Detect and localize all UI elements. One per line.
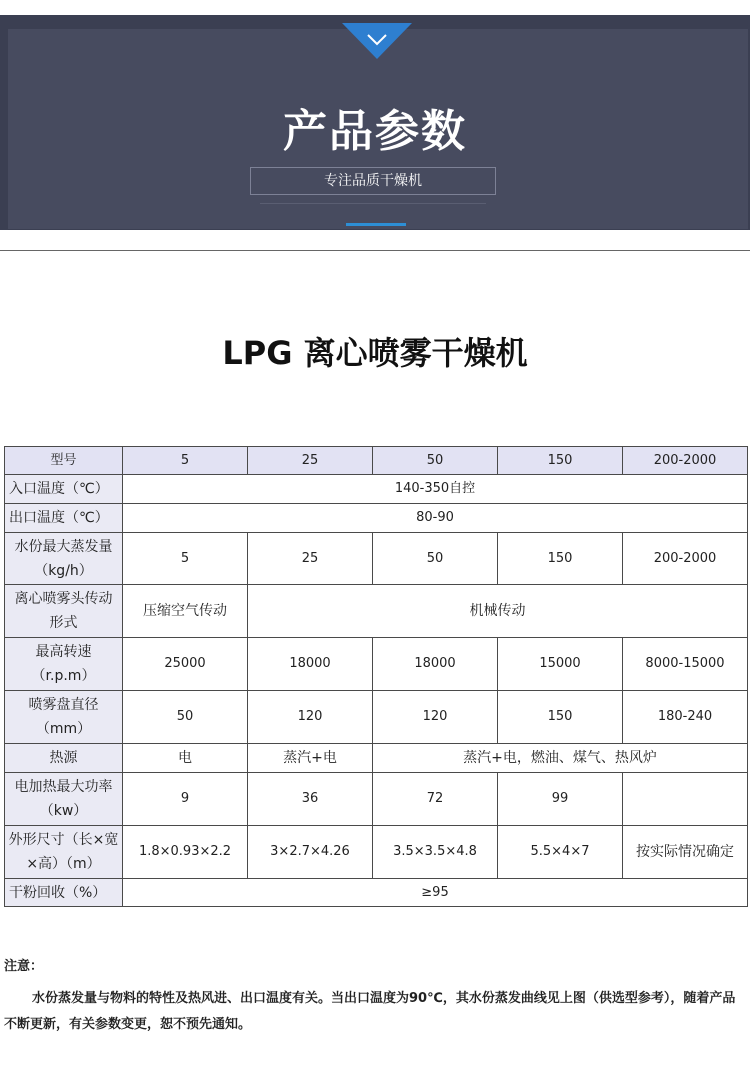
dimensions-label-line1: 外形尺寸（长×宽	[8, 832, 119, 848]
dimensions-cell: 5.5×4×7	[498, 826, 623, 879]
evaporation-cell: 25	[248, 533, 373, 585]
table-row-dimensions	[5, 826, 748, 879]
atomizer-drive-cell: 机械传动	[248, 585, 748, 638]
table-row-atomizer-drive	[5, 585, 748, 638]
model-cell: 150	[498, 447, 623, 475]
evaporation-label-line1: 水份最大蒸发量	[14, 538, 113, 555]
banner	[0, 15, 750, 230]
table-row-outlet-temp	[5, 504, 748, 533]
disc-diameter-cell: 150	[498, 691, 623, 744]
dimensions-label	[5, 826, 123, 879]
table-row-model	[5, 447, 748, 475]
heat-source-cell: 蒸汽+电，燃油、煤气、热风炉	[373, 744, 748, 773]
electric-power-cell: 36	[248, 773, 373, 826]
electric-power-cell	[623, 773, 748, 826]
atomizer-drive-label	[5, 585, 123, 638]
table-row-inlet-temp	[5, 475, 748, 504]
evaporation-cell: 50	[373, 533, 498, 585]
disc-diameter-cell: 120	[248, 691, 373, 744]
outlet-temp-label: 出口温度（℃）	[5, 504, 123, 533]
max-speed-label	[5, 638, 123, 691]
table-row-max-speed	[5, 638, 748, 691]
max-speed-cell: 15000	[498, 638, 623, 691]
electric-power-cell: 9	[123, 773, 248, 826]
recovery-label: 干粉回收（%）	[5, 879, 123, 907]
dimensions-label-line2: ×高）（m）	[26, 856, 101, 872]
heat-source-cell: 电	[123, 744, 248, 773]
table-row-recovery	[5, 879, 748, 907]
table-row-heat-source	[5, 744, 748, 773]
electric-power-label-line2: （kw）	[39, 803, 88, 819]
disc-diameter-cell: 120	[373, 691, 498, 744]
disc-diameter-cell: 50	[123, 691, 248, 744]
model-cell: 50	[373, 447, 498, 475]
heat-source-label: 热源	[5, 744, 123, 773]
max-speed-cell: 8000-15000	[623, 638, 748, 691]
dimensions-cell: 1.8×0.93×2.2	[123, 826, 248, 879]
electric-power-cell: 99	[498, 773, 623, 826]
max-speed-cell: 18000	[248, 638, 373, 691]
model-cell: 200-2000	[623, 447, 748, 475]
electric-power-cell: 72	[373, 773, 498, 826]
heat-source-cell: 蒸汽+电	[248, 744, 373, 773]
banner-subtitle: 专注品质干燥机	[250, 167, 496, 195]
electric-power-label	[5, 773, 123, 826]
banner-accent-bar	[346, 223, 406, 226]
parameter-table	[4, 446, 748, 907]
product-title: LPG 离心喷雾干燥机	[222, 334, 528, 372]
banner-title: 产品参数	[283, 106, 467, 157]
evaporation-cell: 5	[123, 533, 248, 585]
recovery-value: ≥95	[123, 879, 748, 907]
disc-diameter-label-line1: 喷雾盘直径	[28, 697, 99, 713]
note-title: 注意：	[4, 959, 44, 974]
table-row-electric-power	[5, 773, 748, 826]
disc-diameter-cell: 180-240	[623, 691, 748, 744]
outlet-temp-value: 80-90	[123, 504, 748, 533]
dimensions-cell: 3×2.7×4.26	[248, 826, 373, 879]
disc-diameter-label-line2: （mm）	[35, 721, 92, 737]
max-speed-label-line2: （r.p.m）	[31, 668, 96, 684]
inlet-temp-label: 入口温度（℃）	[5, 475, 123, 504]
note-body: 水份蒸发量与物料的特性及热风进、出口温度有关。当出口温度为90℃，其水份蒸发曲线见上图（供选型参考），随着产品不断更新，有关参数变更，恕不预先通知。	[4, 991, 736, 1032]
model-cell: 5	[123, 447, 248, 475]
evaporation-cell: 200-2000	[623, 533, 748, 585]
dimensions-cell: 按实际情况确定	[623, 826, 748, 879]
max-speed-cell: 18000	[373, 638, 498, 691]
chevron-down-icon	[342, 23, 412, 59]
model-cell: 25	[248, 447, 373, 475]
atomizer-drive-label-line1: 离心喷雾头传动	[14, 591, 113, 607]
section-divider	[0, 250, 750, 251]
evaporation-label-line2: （kg/h）	[34, 562, 93, 579]
atomizer-drive-label-line2: 形式	[49, 615, 78, 631]
model-label: 型号	[5, 447, 123, 475]
electric-power-label-line1: 电加热最大功率	[14, 779, 113, 795]
max-speed-label-line1: 最高转速	[35, 644, 92, 660]
disc-diameter-label	[5, 691, 123, 744]
inlet-temp-value: 140-350自控	[123, 475, 748, 504]
evaporation-label	[5, 533, 123, 585]
evaporation-cell: 150	[498, 533, 623, 585]
table-row-disc-diameter	[5, 691, 748, 744]
atomizer-drive-cell: 压缩空气传动	[123, 585, 248, 638]
banner-subtitle-underline	[260, 203, 486, 204]
max-speed-cell: 25000	[123, 638, 248, 691]
table-row-evaporation	[5, 533, 748, 585]
dimensions-cell: 3.5×3.5×4.8	[373, 826, 498, 879]
